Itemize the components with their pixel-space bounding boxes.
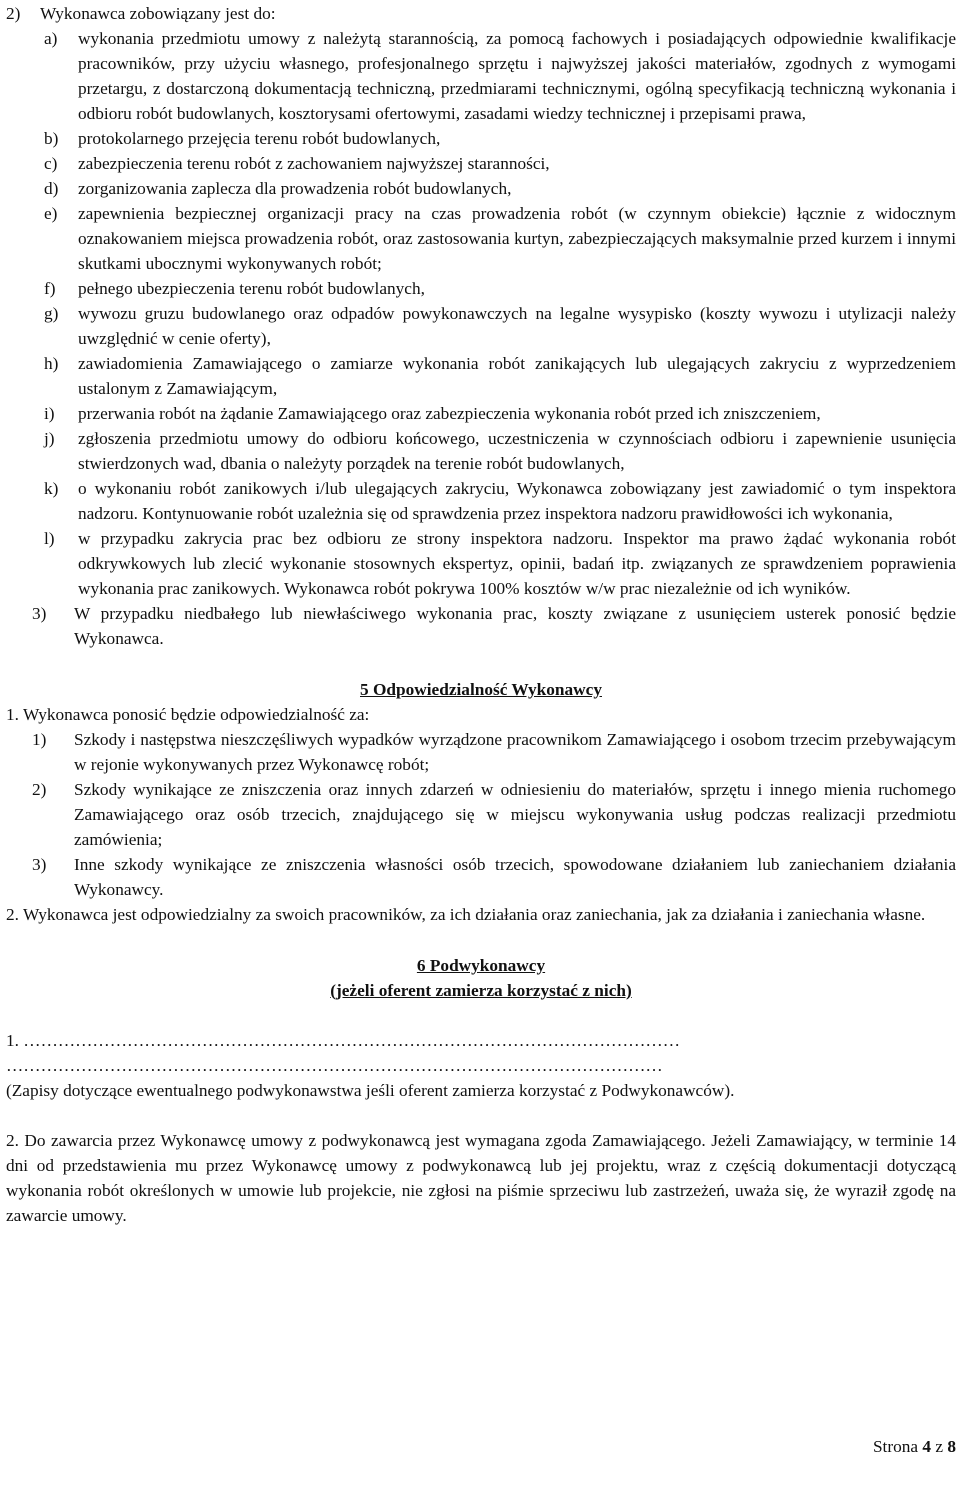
- list-item: l) w przypadku zakrycia prac bez odbioru ze strony inspektora nadzoru. Inspektor ma prawo żądać wykonania robót odkrywkowych lub zlecić wykonanie stosownych ekspertyz, opinii, badań itp. związanych ze sprawdzeniem poprawienia wykonania prac zanikowych. Wykonawca robót pokrywa 100% kosztów w/w prac niezależnie od ich wyników.: [44, 529, 956, 598]
- section-6-blank-line-2: ……………………………………………………………………………………………………: [6, 1056, 663, 1075]
- list-item: k) o wykonaniu robót zanikowych i/lub ulegających zakryciu, Wykonawca zobowiązany jest zawiadomić o tym inspektora nadzoru. Kontynuowanie robót uzależnia się od sprawdzenia przez inspektora nadzoru prawidłowości ich wykonania,: [44, 479, 956, 523]
- item-3: 3) W przypadku niedbałego lub niewłaściwego wykonania prac, koszty związane z usunięciem usterek ponosić będzie Wykonawca.: [32, 604, 956, 648]
- item-2-intro: Wykonawca zobowiązany jest do:: [40, 4, 276, 23]
- list-item: d) zorganizowania zaplecza dla prowadzenia robót budowlanych,: [44, 179, 512, 198]
- section-5-title: 5 Odpowiedzialność Wykonawcy: [360, 680, 602, 699]
- item-2-number: 2): [6, 4, 21, 23]
- list-item: a) wykonania przedmiotu umowy z należytą starannością, za pomocą fachowych i posiadających odpowiednie kwalifikacje pracowników, przy użyciu własnego, profesjonalnego sprzętu i najwyższej jakości materiałów, zgodnych z wymogami przetargu, z dostarczoną dokumentacją techniczną, przedmiarami technicznymi, ogólną specyfikacją techniczną wykonania i odbioru robót budowlanych, kosztorysami ofertowymi, zasadami wiedzy technicznej i przepisami prawa,: [44, 29, 956, 123]
- list-item: j) zgłoszenia przedmiotu umowy do odbioru końcowego, uczestniczenia w czynnościach odbioru i zapewnienie usunięcia stwierdzonych wad, dbania o należyty porządek na terenie robót budowlanych,: [44, 429, 956, 473]
- section-5-list: [6, 727, 956, 902]
- section-6-note: (Zapisy dotyczące ewentualnego podwykonawstwa jeśli oferent zamierza korzystać z Podwykonawców).: [6, 1081, 735, 1100]
- list-item: 2) Szkody wynikające ze zniszczenia oraz innych zdarzeń w odniesieniu do materiałów, sprzętu i innego mienia ruchomego Zamawiającego oraz osób trzecich, znajdującego się w miejscu wykonywania usług podczas realizacji przedmiotu zamówienia;: [32, 780, 956, 849]
- section-5-point-1: 1. Wykonawca ponosić będzie odpowiedzialność za:: [6, 705, 370, 724]
- list-item: 3) Inne szkody wynikające ze zniszczenia własności osób trzecich, spowodowane działaniem lub zaniechaniem działania Wykonawcy.: [32, 855, 956, 899]
- list-item: e) zapewnienia bezpiecznej organizacji pracy na czas prowadzenia robót (w czynnym obiekcie) łącznie z widocznym oznakowaniem miejsca prowadzenia robót, oraz zastosowania kurtyn, zabezpieczających maksymalnie przed kurzem i innymi skutkami ubocznymi wykonywanych robót;: [44, 204, 956, 273]
- spacer: [6, 1003, 956, 1028]
- list-item: g) wywozu gruzu budowlanego oraz odpadów powykonawczych na legalne wysypisko (koszty wywozu i utylizacji należy uwzględnić w cenie oferty),: [44, 304, 956, 348]
- page-number: Strona 4 z 8: [872, 1437, 956, 1456]
- section-6-title: 6 Podwykonawcy: [416, 956, 546, 975]
- item-2-header: [6, 1, 956, 26]
- list-item: b) protokolarnego przejęcia terenu robót budowlanych,: [44, 129, 441, 148]
- section-6-point-2: 2. Do zawarcia przez Wykonawcę umowy z podwykonawcą jest wymagana zgoda Zamawiającego. Jeżeli Zamawiający, w terminie 14 dni od przedstawienia mu przez Wykonawcę umowy z podwykonawcą lub jej projektu, wraz z częścią dokumentacji dotyczącą wykonania robót określonych w umowie lub projekcie, nie zgłosi na piśmie sprzeciwu lub zastrzeżeń, uważa się, że wyraził zgodę na zawarcie umowy.: [6, 1131, 956, 1225]
- spacer: [6, 1103, 956, 1128]
- document-page: [0, 1, 960, 1487]
- section-5-point-2: 2. Wykonawca jest odpowiedzialny za swoich pracowników, za ich działania oraz zaniechania, jak za działania i zaniechania własne.: [6, 905, 926, 924]
- item-2-sublist: [6, 26, 956, 601]
- section-6-blank-line-1: 1. ……………………………………………………………………………………………………: [6, 1031, 680, 1050]
- list-item: h) zawiadomienia Zamawiającego o zamiarze wykonania robót zanikających lub ulegających zakryciu z wyprzedzeniem ustalonym z Zamawiającym,: [44, 354, 956, 398]
- list-item: c) zabezpieczenia terenu robót z zachowaniem najwyższej staranności,: [44, 154, 550, 173]
- list-item: i) przerwania robót na żądanie Zamawiającego oraz zabezpieczenia wykonania robót przed ich zniszczeniem,: [44, 404, 821, 423]
- list-item: 1) Szkody i następstwa nieszczęśliwych wypadków wyrządzone pracownikom Zamawiającego i osobom trzecim przebywającym w rejonie wykonywanych przez Wykonawcę robót;: [32, 730, 956, 774]
- section-6-subtitle: (jeżeli oferent zamierza korzystać z nich): [330, 981, 632, 1000]
- list-item: f) pełnego ubezpieczenia terenu robót budowlanych,: [44, 279, 425, 298]
